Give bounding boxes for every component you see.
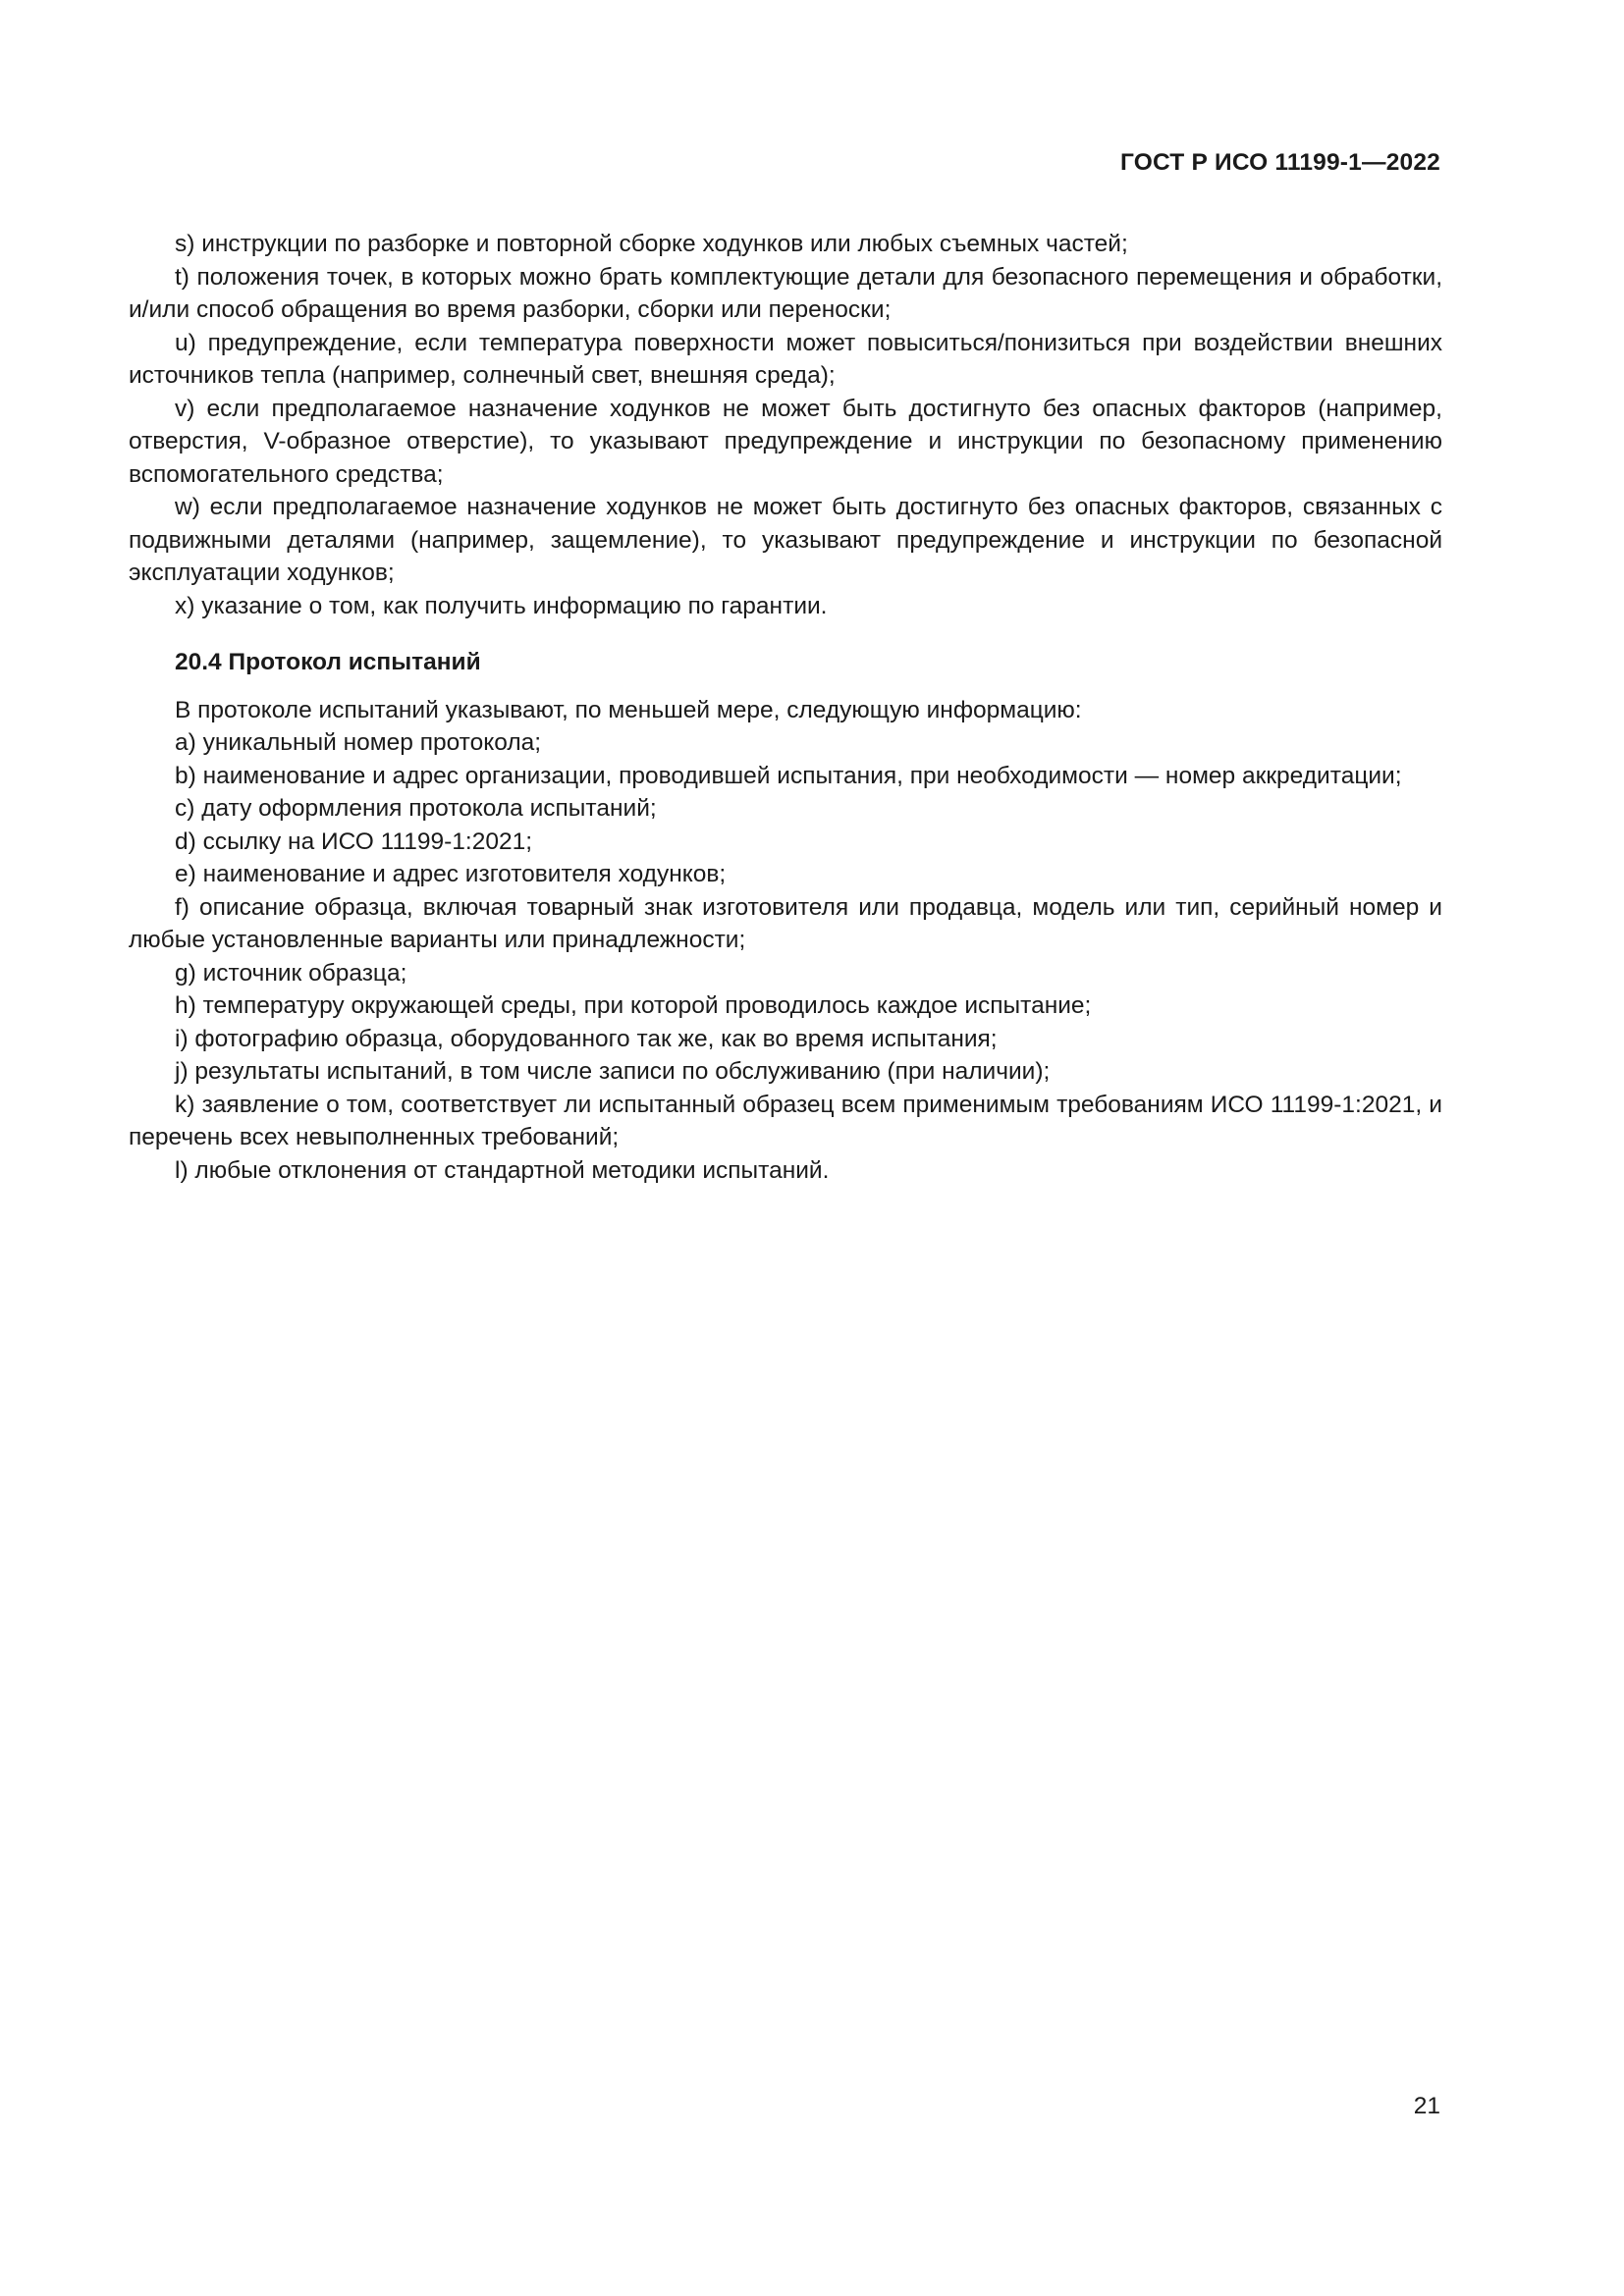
list-item: c) дату оформления протокола испытаний; <box>175 795 657 822</box>
list-item: w) если предполагаемое назначение ходунков не может быть достигнуто без опасных факторов, связанных с подвижными деталями (например, защемление), то указывают предупреждение и инструкции по безопасной эксплуатации ходунков; <box>129 494 1442 586</box>
list-item: h) температуру окружающей среды, при которой проводилось каждое испытание; <box>175 992 1092 1019</box>
list-item: e) наименование и адрес изготовителя ходунков; <box>175 861 727 887</box>
list-item: a) уникальный номер протокола; <box>175 729 542 756</box>
list-item: x) указание о том, как получить информацию по гарантии. <box>175 592 828 619</box>
list-item: k) заявление о том, соответствует ли испытанный образец всем применимым требованиям ИСО 11199-1:2021, и перечень всех невыполненных требований; <box>129 1091 1442 1150</box>
list-item: f) описание образца, включая товарный знак изготовителя или продавца, модель или тип, серийный номер и любые установленные варианты или принадлежности; <box>129 893 1442 953</box>
list-item: u) предупреждение, если температура поверхности может повыситься/понизиться при воздействии внешних источников тепла (например, солнечный свет, внешняя среда); <box>129 329 1442 389</box>
list-item: d) ссылку на ИСО 11199-1:2021; <box>175 828 533 855</box>
list-item: b) наименование и адрес организации, проводившей испытания, при необходимости — номер аккредитации; <box>175 762 1402 789</box>
list-item: t) положения точек, в которых можно брать комплектующие детали для безопасного перемещения и обработки, и/или способ обращения во время разборки, сборки или переноски; <box>129 263 1442 323</box>
list-item: l) любые отклонения от стандартной методики испытаний. <box>175 1156 830 1184</box>
list-item: s) инструкции по разборке и повторной сборке ходунков или любых съемных частей; <box>175 231 1128 257</box>
page-number: 21 <box>1413 2093 1440 2119</box>
document-id-header: ГОСТ Р ИСО 11199-1—2022 <box>1120 149 1440 176</box>
list-item: v) если предполагаемое назначение ходунков не может быть достигнуто без опасных факторов (например, отверстия, V-образное отверстие), то указывают предупреждение и инструкции по безопасному применению вспомогательного средства; <box>129 395 1442 488</box>
section-heading: 20.4 Протокол испытаний <box>175 649 481 675</box>
list-item: g) источник образца; <box>175 959 407 987</box>
section-intro: В протоколе испытаний указывают, по меньшей мере, следующую информацию: <box>175 696 1082 723</box>
list-item: j) результаты испытаний, в том числе записи по обслуживанию (при наличии); <box>175 1058 1051 1085</box>
document-body <box>129 228 1442 1187</box>
list-item: i) фотографию образца, оборудованного так же, как во время испытания; <box>175 1025 998 1052</box>
